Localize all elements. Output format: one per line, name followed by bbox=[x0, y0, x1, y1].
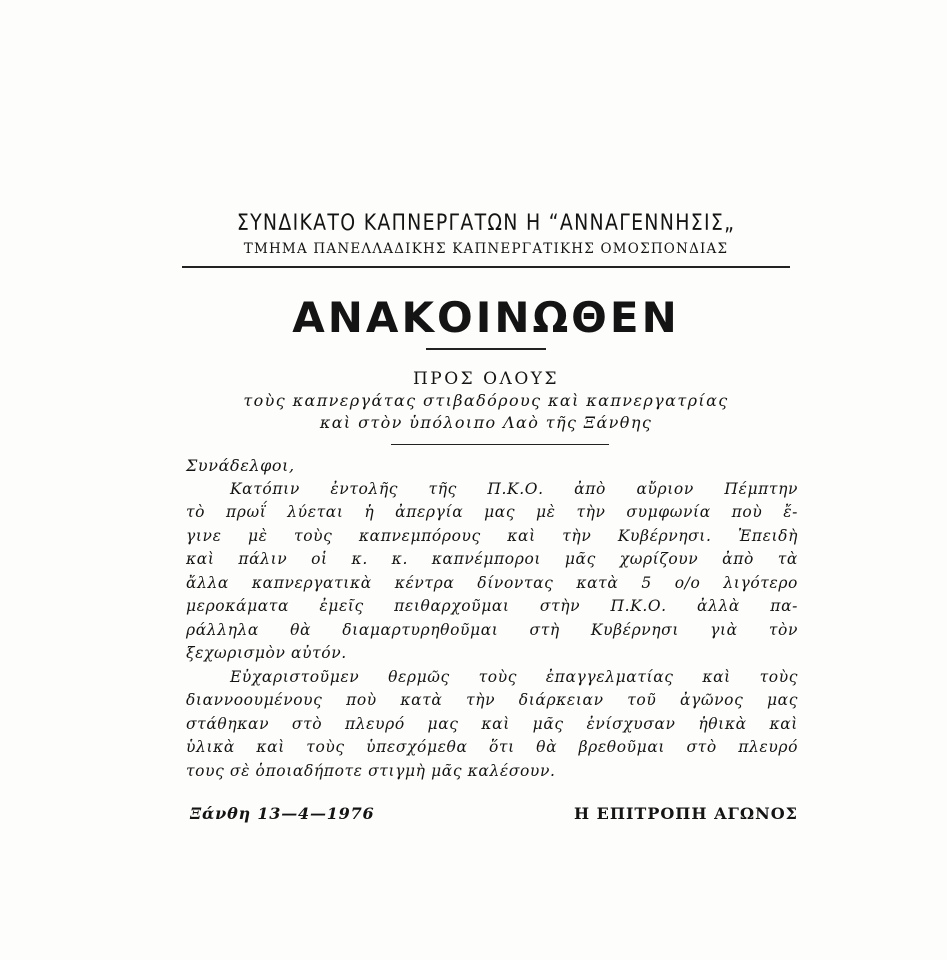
body-line: Κατόπιν ἐντολῆς τῆς Π.Κ.Ο. ἀπὸ αὔριον Πέμπτην bbox=[230, 479, 798, 498]
greeting: Συνάδελφοι, bbox=[186, 456, 295, 475]
announcement-body bbox=[186, 454, 798, 783]
body-line: ἄλλα καπνεργατικὰ κέντρα δίνοντας κατὰ 5 ο/ο λιγότερο bbox=[186, 573, 798, 592]
paragraph-strike-ends bbox=[186, 478, 798, 666]
signatory-committee: Η ΕΠΙΤΡΟΠΗ ΑΓΩΝΟΣ bbox=[573, 804, 798, 823]
addressee-line-2: καὶ στὸν ὑπόλοιπο Λαὸ τῆς Ξάνθης bbox=[319, 413, 653, 432]
place-and-date: Ξάνθη 13—4—1976 bbox=[190, 804, 375, 823]
body-line: ὑλικὰ καὶ τοὺς ὑπεσχόμεθα ὅτι θὰ βρεθοῦμαι στὸ πλευρό bbox=[186, 738, 798, 756]
organization-name: ΣΥΝΔΙΚΑΤΟ ΚΑΠΝΕΡΓΑΤΩΝ Η “ΑΝΝΑΓΕΝΝΗΣΙΣ„ bbox=[236, 211, 736, 236]
body-line: στάθηκαν στὸ πλευρό μας καὶ μᾶς ἐνίσχυσαν ἠθικὰ καὶ bbox=[186, 714, 798, 733]
paragraph-thanks bbox=[186, 666, 798, 784]
signature-block bbox=[190, 804, 798, 830]
body-line: τὸ πρωΐ λύεται ἡ ἀπεργία μας μὲ τὴν συμφωνία ποὺ ἔ- bbox=[186, 503, 798, 521]
body-line: μεροκάματα ἐμεῖς πειθαρχοῦμαι στὴν Π.Κ.Ο. ἀλλὰ πα- bbox=[186, 597, 798, 615]
addressee-line-1: τοὺς καπνεργάτας στιβαδόρους καὶ καπνεργατρίας bbox=[243, 391, 729, 410]
body-line: τους σὲ ὁποιαδήποτε στιγμὴ μᾶς καλέσουν. bbox=[186, 761, 556, 780]
addressee-block bbox=[182, 368, 790, 434]
body-line: Εὐχαριστοῦμεν θερμῶς τοὺς ἐπαγγελματίας καὶ τοὺς bbox=[230, 667, 798, 686]
body-line: ξεχωρισμὸν αὐτόν. bbox=[186, 644, 347, 662]
body-line: ράλληλα θὰ διαμαρτυρηθοῦμαι στὴ Κυβέρνησι γιὰ τὸν bbox=[186, 620, 798, 639]
body-line: γινε μὲ τοὺς καπνεμπόρους καὶ τὴν Κυβέρνησι. Ἐπειδὴ bbox=[186, 526, 798, 545]
letterhead-divider bbox=[182, 266, 790, 268]
letterhead bbox=[182, 210, 790, 258]
document-title: ΑΝΑΚΟΙΝΩΘΕΝ bbox=[292, 293, 680, 342]
body-line: καὶ πάλιν οἱ κ. κ. καπνέμποροι μᾶς χωρίζουν ἀπὸ τὰ bbox=[186, 550, 798, 568]
body-line: διαννοουμένους ποὺ κατὰ τὴν διάρκειαν τοῦ ἀγῶνος μας bbox=[186, 691, 798, 709]
addressee-underline bbox=[391, 444, 609, 445]
title-underline bbox=[426, 348, 546, 350]
addressee-heading: ΠΡΟΣ ΟΛΟΥΣ bbox=[412, 369, 560, 389]
organization-subtitle: ΤΜΗΜΑ ΠΑΝΕΛΛΑΔΙΚΗΣ ΚΑΠΝΕΡΓΑΤΙΚΗΣ ΟΜΟΣΠΟΝΔΙΑΣ bbox=[243, 241, 729, 257]
